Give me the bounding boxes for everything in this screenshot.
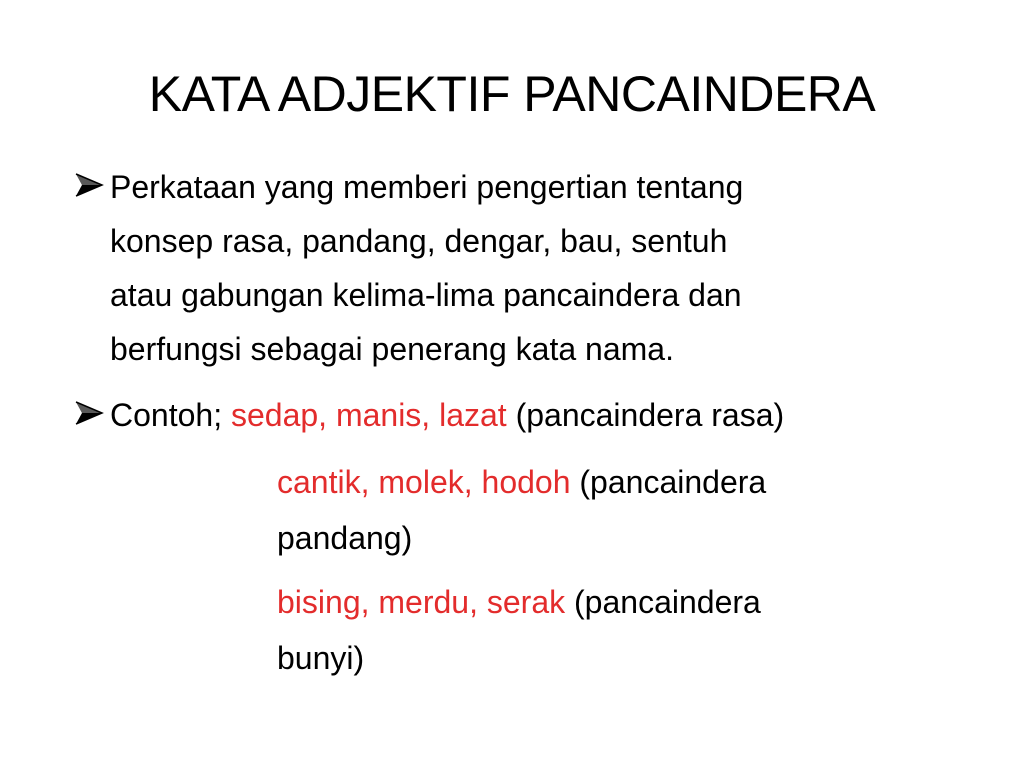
example-category-sound-part2: bunyi): [277, 640, 365, 676]
example-line-sound: [277, 574, 957, 686]
example-category-taste: (pancaindera rasa): [506, 397, 785, 433]
example-line-sight: [277, 454, 957, 566]
example-highlight-sound: bising, merdu, serak: [277, 584, 566, 620]
slide-title: KATA ADJEKTIF PANCAINDERA: [148, 66, 876, 122]
example-highlight-taste: sedap, manis, lazat: [230, 397, 507, 433]
example-text: [110, 388, 950, 442]
example-category-sight-part1: (pancaindera: [570, 464, 767, 500]
arrow-bullet-icon: [74, 400, 104, 426]
example-category-sight-part2: pandang): [277, 520, 413, 556]
example-category-sound-part1: (pancaindera: [565, 584, 761, 620]
definition-text: Perkataan yang memberi pengertian tentang konsep rasa, pandang, dengar, bau, sentuh atau gabungan kelima-lima pancaindera dan berfungsi sebagai penerang kata nama.: [110, 169, 744, 367]
example-prefix: Contoh;: [110, 397, 231, 433]
example-highlight-sight: cantik, molek, hodoh: [277, 464, 571, 500]
arrow-bullet-icon: [74, 172, 104, 198]
